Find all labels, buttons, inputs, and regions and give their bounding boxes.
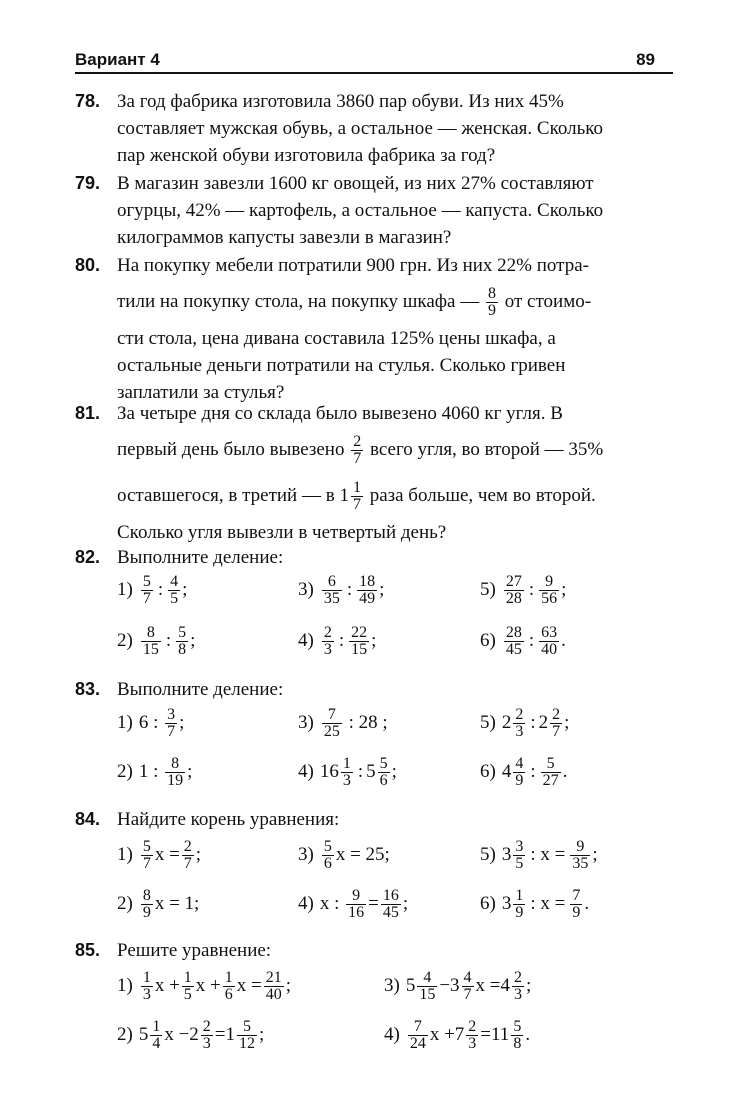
exercise-82-item: [298, 621, 376, 661]
denominator: 15: [142, 641, 159, 659]
problem-80: [75, 252, 673, 406]
fraction: [512, 970, 524, 1003]
denominator: 9: [515, 772, 524, 790]
exercise-index: 1): [117, 975, 133, 996]
numerator: 2: [202, 1018, 211, 1036]
punct: ;: [592, 844, 598, 865]
numerator: 18: [359, 573, 376, 591]
denominator: 7: [183, 855, 192, 873]
task-title: Решите уравнение:: [117, 940, 272, 961]
exercise-index: 4): [384, 1024, 400, 1045]
numerator: 3: [167, 706, 176, 724]
fraction: [462, 970, 474, 1003]
denominator: 6: [323, 855, 332, 873]
punct: ;: [179, 712, 185, 733]
denominator: 5: [515, 855, 524, 873]
fraction: [141, 625, 161, 658]
numerator: 2: [353, 433, 362, 451]
exercise-index: 5): [480, 844, 496, 865]
exercise-84-4: [298, 884, 408, 924]
text-line: пар женской обуви изготовила фабрика за год?: [117, 145, 496, 166]
exercise-index: 1): [117, 712, 133, 733]
divide-sign: :: [338, 630, 345, 651]
punct: ;: [187, 761, 193, 782]
text-fragment: от стоимо-: [504, 291, 592, 312]
exercise-83-1: [117, 703, 184, 743]
divide-sign: :: [157, 579, 164, 600]
fraction: [466, 1019, 478, 1052]
denominator: 40: [265, 986, 282, 1004]
text-line: В магазин завезли 1600 кг овощей, из них 27% составляют: [117, 173, 594, 194]
punct: ;: [259, 1024, 265, 1045]
punct: ;: [182, 579, 188, 600]
numerator: 7: [572, 887, 581, 905]
page-header: [75, 44, 673, 74]
text-fragment: первый день было вывезено: [117, 439, 345, 460]
task-title: Выполните деление:: [117, 679, 284, 700]
fraction: [150, 1019, 162, 1052]
fraction: [141, 970, 153, 1003]
fraction: [570, 839, 590, 872]
denominator: 6: [379, 772, 388, 790]
text-line: остальные деньги потратили на стулья. Сколько гривен: [117, 355, 566, 376]
denominator: 3: [202, 1035, 211, 1053]
numerator: 63: [541, 624, 558, 642]
denominator: 15: [351, 641, 368, 659]
numerator: 4: [463, 969, 472, 987]
numerator: 5: [541, 756, 561, 773]
term: : 28 ;: [348, 712, 388, 733]
divide-sign: :: [528, 579, 535, 600]
punct: ;: [402, 893, 409, 914]
denominator: 9: [515, 904, 524, 922]
problem-number: 81.: [75, 403, 101, 423]
numerator: 4: [515, 755, 524, 773]
exercise-index: 3): [298, 844, 314, 865]
term: 6 :: [138, 712, 159, 733]
punct: ;: [379, 579, 385, 600]
divide-sign: :: [346, 579, 353, 600]
fraction: [182, 970, 194, 1003]
numerator: 2: [552, 706, 561, 724]
denominator: 15: [419, 986, 436, 1004]
exercise-index: 4): [298, 761, 314, 782]
exercise-index: 6): [480, 893, 496, 914]
exercise-83-3: [298, 703, 388, 743]
punct: ;: [285, 975, 292, 996]
exercise-index: 4): [298, 893, 314, 914]
fraction: [165, 707, 177, 740]
divide-sign: :: [357, 761, 364, 782]
exercise-82-item: [298, 570, 384, 610]
exercise-82-item: [480, 621, 566, 661]
term: =: [480, 1024, 492, 1045]
numerator: 2: [323, 624, 332, 642]
exercise-85-4: [384, 1015, 530, 1055]
term: =: [368, 893, 379, 914]
denominator: 6: [224, 986, 233, 1004]
exercise-index: 3): [298, 579, 314, 600]
denominator: 7: [352, 496, 361, 514]
denominator: 7: [353, 450, 362, 468]
term: 1 :: [138, 761, 159, 782]
denominator: 9: [142, 904, 151, 922]
denominator: 45: [505, 641, 522, 659]
fraction: [513, 839, 525, 872]
fraction: [511, 1019, 523, 1052]
fraction: [141, 839, 153, 872]
problem-number: 85.: [75, 940, 101, 960]
exercise-index: 2): [117, 761, 133, 782]
denominator: 7: [552, 723, 561, 741]
text-line: составляет мужская обувь, а остальное — женская. Сколько: [117, 118, 604, 139]
numerator: 2: [183, 838, 192, 856]
mixed-whole: 5: [138, 1024, 149, 1045]
fraction: [541, 756, 561, 789]
fraction: [381, 888, 401, 921]
term: =: [214, 1024, 226, 1045]
term: −: [439, 975, 451, 996]
term: x = 1;: [154, 893, 200, 914]
term: x = 25;: [335, 844, 390, 865]
exercise-82-item: [117, 570, 187, 610]
fraction: [539, 625, 559, 658]
problem-number: 80.: [75, 255, 101, 275]
denominator: 3: [468, 1035, 477, 1053]
denominator: 3: [515, 723, 524, 741]
term: x =: [475, 975, 501, 996]
numerator: 5: [142, 838, 151, 856]
numerator: 8: [141, 625, 161, 642]
text-line: [117, 279, 673, 325]
exercise-index: 2): [117, 893, 133, 914]
problem-number: 83.: [75, 679, 101, 699]
punct: .: [561, 630, 566, 651]
exercise-83-5: [480, 703, 569, 743]
fraction: [141, 888, 153, 921]
numerator: 5: [178, 624, 187, 642]
exercise-83-2: [117, 752, 192, 792]
numerator: 2: [514, 969, 523, 987]
mixed-whole: 11: [491, 1024, 510, 1045]
mixed-whole: 5: [405, 975, 416, 996]
denominator: 3: [514, 986, 523, 1004]
mixed-whole: 2: [538, 712, 549, 733]
numerator: 9: [570, 839, 590, 856]
numerator: 9: [346, 888, 366, 905]
exercise-index: 2): [117, 630, 133, 651]
text-line: огурцы, 42% — картофель, а остальное — капуста. Сколько: [117, 200, 604, 221]
numerator: 6: [322, 574, 342, 591]
fraction: [141, 574, 153, 607]
fraction: [351, 434, 363, 467]
fraction: [349, 625, 369, 658]
problem-number: 84.: [75, 809, 101, 829]
punct: ;: [195, 844, 202, 865]
denominator: 56: [541, 590, 558, 608]
text-line: За четыре дня со склада было вывезено 4060 кг угля. В: [117, 403, 563, 424]
mixed-whole: 3: [501, 893, 512, 914]
denominator: 25: [323, 723, 340, 741]
problem-82: [75, 544, 673, 571]
text-line: [117, 473, 673, 519]
problem-number: 78.: [75, 91, 101, 111]
mixed-whole: 4: [501, 761, 512, 782]
punct: .: [525, 1024, 531, 1045]
term: x +: [195, 975, 221, 996]
mixed-whole: 16: [319, 761, 339, 782]
numerator: 1: [352, 479, 361, 497]
exercise-index: 6): [480, 761, 496, 782]
exercise-index: 5): [480, 712, 496, 733]
exercise-index: 6): [480, 630, 496, 651]
punct: ;: [391, 761, 397, 782]
denominator: 4: [152, 1035, 161, 1053]
term: x −: [164, 1024, 190, 1045]
numerator: 5: [379, 755, 388, 773]
divide-sign: :: [528, 630, 535, 651]
exercise-index: 1): [117, 579, 133, 600]
text-line: сти стола, цена дивана составила 125% цены шкафа, а: [117, 328, 556, 349]
denominator: 3: [142, 986, 151, 1004]
fraction: [378, 756, 390, 789]
denominator: 9: [488, 302, 496, 320]
exercise-84-1: [117, 835, 201, 875]
fraction: [486, 286, 498, 319]
exercise-index: 3): [298, 712, 314, 733]
denominator: 27: [542, 772, 559, 790]
punct: .: [584, 893, 590, 914]
term: x =: [236, 975, 262, 996]
denominator: 45: [382, 904, 399, 922]
text-fragment: оставшегося, в третий — в: [117, 485, 335, 506]
fraction: [264, 970, 284, 1003]
numerator: 2: [515, 706, 524, 724]
numerator: 4: [170, 573, 179, 591]
exercise-84-2: [117, 884, 199, 924]
numerator: 4: [417, 970, 437, 987]
fraction: [570, 888, 582, 921]
denominator: 35: [323, 590, 340, 608]
mixed-whole: 2: [501, 712, 512, 733]
fraction: [550, 707, 562, 740]
term: x +: [154, 975, 180, 996]
fraction: [408, 1019, 428, 1052]
fraction: [417, 970, 437, 1003]
denominator: 3: [323, 641, 332, 659]
text-fragment: всего угля, во второй — 35%: [369, 439, 604, 460]
task-title: Найдите корень уравнения:: [117, 809, 340, 830]
numerator: 28: [505, 624, 522, 642]
exercise-84-3: [298, 835, 390, 875]
mixed-whole: 1: [339, 485, 349, 506]
task-title: Выполните деление:: [117, 547, 284, 568]
denominator: 40: [541, 641, 558, 659]
term: x =: [154, 844, 180, 865]
denominator: 7: [463, 986, 472, 1004]
fraction: [513, 756, 525, 789]
mixed-whole: 4: [500, 975, 511, 996]
exercise-82-item: [117, 621, 195, 661]
numerator: 1: [152, 1018, 161, 1036]
text-line: На покупку мебели потратили 900 грн. Из них 22% потра-: [117, 255, 589, 276]
denominator: 19: [167, 772, 184, 790]
divide-sign: :: [530, 712, 536, 733]
fraction: [322, 574, 342, 607]
denominator: 16: [348, 904, 365, 922]
exercise-85-1: [117, 966, 291, 1006]
denominator: 8: [178, 641, 187, 659]
exercise-84-6: [480, 884, 589, 924]
term: x :: [319, 893, 340, 914]
fraction: [513, 707, 525, 740]
exercise-83-6: [480, 752, 567, 792]
fraction: [357, 574, 377, 607]
fraction: [201, 1019, 213, 1052]
fraction: [341, 756, 353, 789]
exercise-83-4: [298, 752, 397, 792]
numerator: 2: [468, 1018, 477, 1036]
numerator: 1: [342, 755, 351, 773]
divide-sign: :: [165, 630, 172, 651]
fraction: [513, 888, 525, 921]
problem-85: [75, 937, 673, 964]
fraction: [504, 574, 524, 607]
exercise-index: 3): [384, 975, 400, 996]
fraction: [351, 480, 363, 513]
fraction: [223, 970, 235, 1003]
numerator: 5: [142, 573, 151, 591]
term: x +: [429, 1024, 455, 1045]
punct: ;: [564, 712, 570, 733]
text-line: заплатили за стулья?: [117, 382, 285, 403]
punct: ;: [190, 630, 196, 651]
numerator: 5: [513, 1018, 522, 1036]
denominator: 24: [409, 1035, 426, 1053]
denominator: 28: [505, 590, 522, 608]
term: : x =: [530, 893, 566, 914]
fraction: [504, 625, 524, 658]
numerator: 1: [515, 887, 524, 905]
numerator: 3: [515, 838, 524, 856]
exercise-85-2: [117, 1015, 264, 1055]
exercise-84-5: [480, 835, 598, 875]
punct: .: [562, 761, 568, 782]
problem-84: [75, 806, 673, 833]
mixed-whole: 2: [189, 1024, 199, 1045]
punct: ;: [526, 975, 532, 996]
denominator: 7: [142, 855, 151, 873]
numerator: 16: [382, 887, 399, 905]
exercise-index: 1): [117, 844, 133, 865]
fraction: [176, 625, 188, 658]
numerator: 1: [183, 969, 192, 987]
fraction: [165, 756, 185, 789]
problem-81: [75, 400, 673, 546]
numerator: 5: [323, 838, 332, 856]
problem-79: [75, 170, 673, 251]
denominator: 12: [239, 1035, 256, 1053]
text-line: [117, 427, 673, 473]
text-fragment: тили на покупку стола, на покупку шкафа —: [117, 291, 480, 312]
problem-78: [75, 88, 673, 169]
numerator: 21: [265, 969, 282, 987]
term: : x =: [530, 844, 566, 865]
divide-sign: :: [530, 761, 536, 782]
numerator: 7: [322, 707, 342, 724]
text-line: За год фабрика изготовила 3860 пар обуви. Из них 45%: [117, 91, 564, 112]
fraction: [182, 839, 194, 872]
mixed-whole: 5: [366, 761, 376, 782]
denominator: 8: [513, 1035, 522, 1053]
denominator: 9: [572, 904, 581, 922]
problem-number: 79.: [75, 173, 101, 193]
fraction: [322, 707, 342, 740]
fraction: [168, 574, 180, 607]
numerator: 8: [488, 285, 496, 303]
exercise-82-item: [480, 570, 566, 610]
problem-number: 82.: [75, 547, 101, 567]
denominator: 3: [342, 772, 351, 790]
punct: ;: [371, 630, 377, 651]
fraction: [539, 574, 559, 607]
denominator: 5: [170, 590, 179, 608]
fraction: [322, 839, 334, 872]
exercise-index: 5): [480, 579, 496, 600]
numerator: 1: [142, 969, 151, 987]
exercise-index: 2): [117, 1024, 133, 1045]
mixed-whole: 3: [450, 975, 460, 996]
mixed-whole: 1: [225, 1024, 236, 1045]
mixed-whole: 3: [501, 844, 512, 865]
numerator: 1: [224, 969, 233, 987]
exercise-85-3: [384, 966, 531, 1006]
text-line: килограммов капусты завезли в магазин?: [117, 227, 452, 248]
numerator: 27: [505, 573, 522, 591]
numerator: 8: [142, 887, 151, 905]
numerator: 5: [237, 1019, 257, 1036]
numerator: 22: [351, 624, 368, 642]
fraction: [322, 625, 334, 658]
denominator: 7: [142, 590, 151, 608]
punct: ;: [561, 579, 567, 600]
numerator: 7: [408, 1019, 428, 1036]
page-number: 89: [636, 50, 655, 69]
exercise-index: 4): [298, 630, 314, 651]
denominator: 5: [183, 986, 192, 1004]
problem-83: [75, 676, 673, 703]
denominator: 49: [359, 590, 376, 608]
mixed-whole: 7: [454, 1024, 465, 1045]
denominator: 7: [167, 723, 176, 741]
text-fragment: раза больше, чем во второй.: [369, 485, 596, 506]
denominator: 35: [572, 855, 589, 873]
fraction: [346, 888, 366, 921]
fraction: [237, 1019, 257, 1052]
numerator: 8: [165, 756, 185, 773]
text-line: Сколько угля вывезли в четвертый день?: [117, 522, 447, 543]
numerator: 9: [539, 574, 559, 591]
variant-label: Вариант 4: [75, 50, 160, 69]
